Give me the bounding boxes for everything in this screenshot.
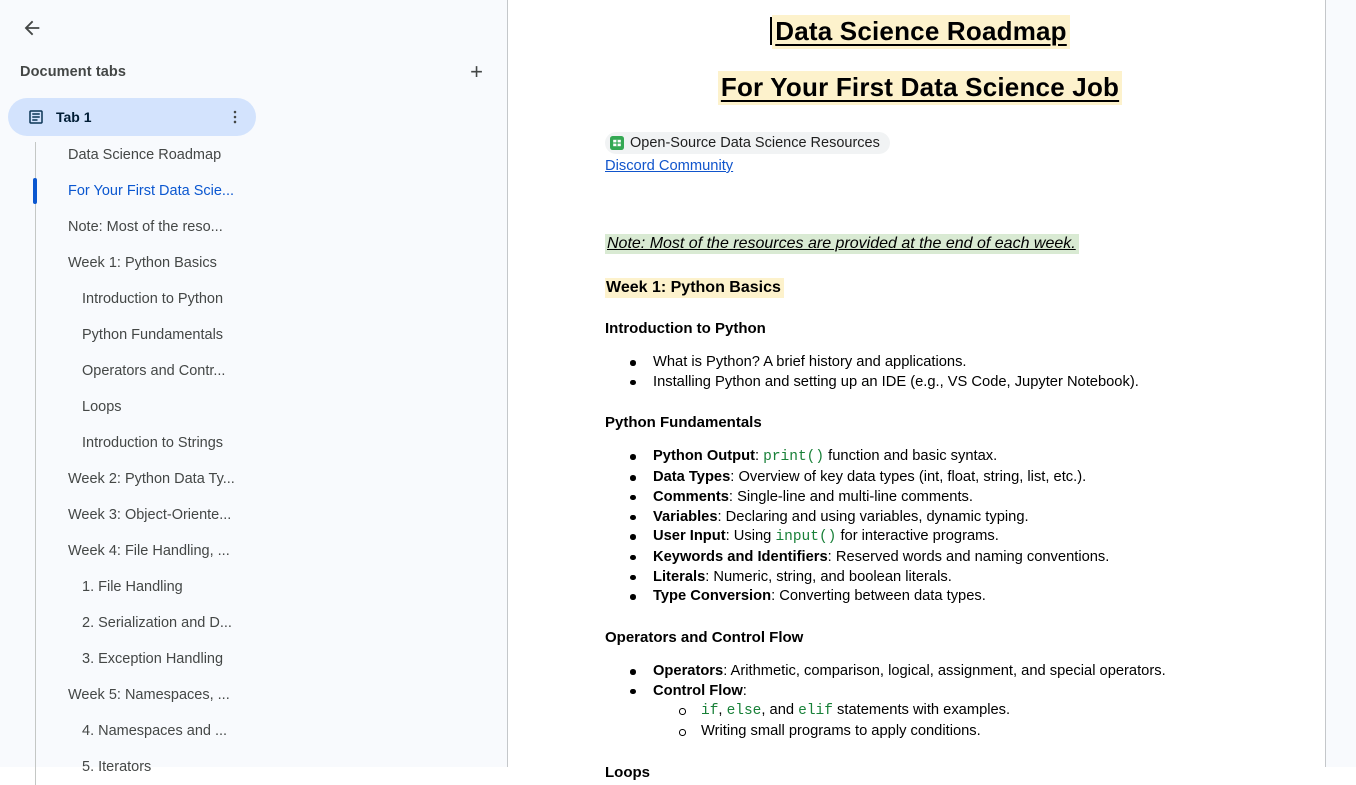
text-segment: ,	[718, 702, 727, 719]
outline-item[interactable]	[0, 677, 507, 713]
document-tabs-title: Document tabs	[20, 64, 127, 80]
inline-code: if	[701, 703, 719, 720]
bullet-text	[653, 468, 1086, 488]
text-segment: : Overview of key data types (int, float, string, list, etc.).	[730, 469, 1087, 486]
text-segment: Operators	[653, 663, 724, 680]
bullet-dot-icon	[605, 488, 653, 508]
outline-item-label: Week 2: Python Data Ty...	[68, 471, 235, 487]
bullet-dot-icon	[605, 508, 653, 528]
bullet-list	[605, 353, 1235, 392]
bullet-item	[605, 488, 1235, 508]
section-heading: Python Fundamentals	[605, 414, 762, 432]
document-tab-icon	[27, 108, 45, 126]
text-segment: Keywords and Identifiers	[653, 548, 828, 565]
outline-item[interactable]	[0, 209, 507, 245]
tab-item-tab1[interactable]	[8, 98, 256, 136]
document-body	[605, 319, 1235, 782]
bullet-item	[605, 548, 1235, 568]
bullet-text	[653, 373, 1139, 393]
bullet-text	[653, 527, 999, 548]
bullet-item	[605, 353, 1235, 373]
outline-item[interactable]	[0, 533, 507, 569]
text-segment: : Numeric, string, and boolean literals.	[705, 568, 952, 585]
tab-options-button[interactable]	[224, 106, 246, 128]
bullet-item	[605, 587, 1235, 607]
text-segment: What is Python? A brief history and applications.	[653, 354, 967, 370]
doc-title-line2: For Your First Data Science Job	[605, 69, 1235, 105]
bullet-text	[701, 701, 1010, 722]
bullet-dot-icon	[605, 373, 653, 393]
outline-item-label: Week 5: Namespaces, ...	[68, 687, 230, 703]
outline-item-label: 4. Namespaces and ...	[82, 723, 228, 739]
bullet-text	[653, 488, 973, 508]
text-segment: : Reserved words and naming conventions.	[827, 548, 1110, 565]
text-segment: : Arithmetic, comparison, logical, assignment, and special operators.	[723, 663, 1166, 680]
outline-item-label: 3. Exception Handling	[82, 651, 224, 667]
bullet-dot-icon	[605, 468, 653, 488]
text-segment: :	[754, 448, 764, 465]
bullet-text	[653, 508, 1029, 528]
back-button[interactable]	[14, 10, 50, 46]
bullet-item	[605, 447, 1235, 468]
outline-item[interactable]	[0, 425, 507, 461]
text-segment: :	[742, 682, 747, 699]
bullet-dot-icon	[605, 353, 653, 373]
text-segment: , and	[761, 702, 799, 719]
bullet-text	[653, 587, 986, 607]
doc-title-line1: Data Science Roadmap	[605, 13, 1235, 49]
outline-item-label: Loops	[82, 399, 122, 415]
bullet-list	[605, 662, 1235, 742]
outline-item-label: 1. File Handling	[82, 579, 183, 595]
bullet-dot-icon	[605, 548, 653, 568]
outline-item-label: Introduction to Python	[82, 291, 224, 307]
add-tab-button[interactable]: +	[470, 59, 483, 84]
inline-code: else	[726, 703, 762, 720]
week1-heading: Week 1: Python Basics	[605, 277, 1235, 298]
chip-row	[605, 132, 1235, 154]
text-segment: statements with examples.	[832, 702, 1011, 719]
outline-item[interactable]	[0, 353, 507, 389]
document-canvas	[508, 0, 1356, 781]
outline-item-label: 2. Serialization and D...	[82, 615, 232, 631]
text-segment: Control Flow	[653, 682, 743, 699]
chip-label: Open-Source Data Science Resources	[630, 135, 880, 151]
bullet-text	[653, 548, 1109, 568]
outline-item[interactable]	[0, 749, 507, 785]
text-segment: : Single-line and multi-line comments.	[728, 488, 973, 505]
text-segment: : Using	[725, 528, 776, 545]
bullet-item	[605, 701, 1235, 722]
outline-item-label: Data Science Roadmap	[68, 147, 222, 163]
document-outline	[0, 137, 507, 785]
text-segment: Type Conversion	[653, 588, 772, 605]
bullet-dot-icon	[605, 682, 653, 702]
inline-code: elif	[798, 703, 833, 720]
discord-community-link[interactable]: Discord Community	[605, 158, 734, 174]
bullet-text	[653, 662, 1166, 682]
bullet-item	[605, 568, 1235, 588]
bullet-dot-icon	[605, 662, 653, 682]
outline-item-label: For Your First Data Scie...	[68, 183, 235, 199]
text-segment: Writing small programs to apply conditions.	[701, 723, 981, 740]
outline-item[interactable]	[0, 317, 507, 353]
document-tabs-sidebar	[0, 0, 508, 775]
bullet-item	[605, 508, 1235, 528]
text-segment: Variables	[653, 508, 718, 525]
bullet-dot-icon	[605, 447, 653, 468]
note-text: Note: Most of the resources are provided at the end of each week.	[605, 234, 1079, 254]
document-page[interactable]	[508, 0, 1325, 781]
bullet-item	[605, 468, 1235, 488]
bullet-item	[605, 662, 1235, 682]
outline-item[interactable]	[0, 137, 507, 173]
bullet-circle-icon	[653, 701, 701, 722]
text-segment: User Input	[653, 528, 726, 545]
text-segment: Comments	[653, 488, 729, 505]
outline-item[interactable]	[0, 281, 507, 317]
bullet-item	[605, 722, 1235, 742]
text-segment: : Declaring and using variables, dynamic typing.	[717, 508, 1029, 525]
bullet-item	[605, 682, 1235, 702]
document-tabs-header	[0, 56, 507, 88]
more-vert-icon	[226, 108, 244, 126]
arrow-back-icon	[21, 17, 43, 39]
bullet-text	[653, 682, 747, 702]
outline-item-label: 5. Iterators	[82, 759, 152, 775]
outline-item-label: Python Fundamentals	[82, 327, 224, 343]
bullet-text	[653, 353, 967, 373]
section-heading: Introduction to Python	[605, 320, 766, 337]
outline-item[interactable]	[0, 605, 507, 641]
text-segment: function and basic syntax.	[824, 448, 998, 465]
text-segment: Installing Python and setting up an IDE (e.g., VS Code, Jupyter Notebook).	[653, 373, 1139, 390]
bullet-list	[605, 447, 1235, 607]
text-segment: Python Output	[653, 448, 755, 465]
outline-item[interactable]	[0, 173, 507, 209]
section-heading: Loops	[605, 763, 650, 781]
bullet-text	[653, 447, 997, 468]
outline-item[interactable]	[0, 389, 507, 425]
note-row	[605, 235, 1235, 257]
bullet-circle-icon	[653, 722, 701, 742]
text-segment: : Converting between data types.	[771, 588, 986, 605]
text-segment: Data Types	[653, 469, 731, 486]
outline-item[interactable]	[0, 569, 507, 605]
text-segment: Literals	[653, 568, 706, 585]
inline-code: input()	[775, 529, 837, 546]
bullet-item	[605, 373, 1235, 393]
bullet-dot-icon	[605, 527, 653, 548]
bullet-text	[701, 722, 981, 742]
bullet-dot-icon	[605, 568, 653, 588]
page-right-gutter	[1325, 0, 1356, 767]
google-sheets-icon	[610, 136, 624, 150]
bullet-dot-icon	[605, 587, 653, 607]
outline-item[interactable]	[0, 713, 507, 749]
outline-item-label: Week 1: Python Basics	[68, 255, 217, 271]
outline-item-label: Operators and Contr...	[82, 363, 226, 379]
text-segment: for interactive programs.	[836, 528, 999, 545]
tab-label: Tab 1	[56, 109, 92, 125]
bullet-item	[605, 527, 1235, 548]
outline-item[interactable]	[0, 461, 507, 497]
outline-item[interactable]	[0, 497, 507, 533]
outline-item[interactable]	[0, 641, 507, 677]
outline-item[interactable]	[0, 245, 507, 281]
sidebar-top-row	[0, 0, 507, 42]
outline-item-label: Introduction to Strings	[82, 435, 224, 451]
inline-code: print()	[763, 449, 825, 466]
outline-item-label: Week 3: Object-Oriente...	[68, 507, 232, 523]
bullet-text	[653, 568, 952, 588]
outline-item-label: Note: Most of the reso...	[68, 219, 223, 235]
outline-item-label: Week 4: File Handling, ...	[68, 543, 230, 559]
section-heading: Operators and Control Flow	[605, 629, 804, 647]
link-row	[605, 157, 1235, 176]
sheets-smart-chip[interactable]	[605, 132, 890, 154]
